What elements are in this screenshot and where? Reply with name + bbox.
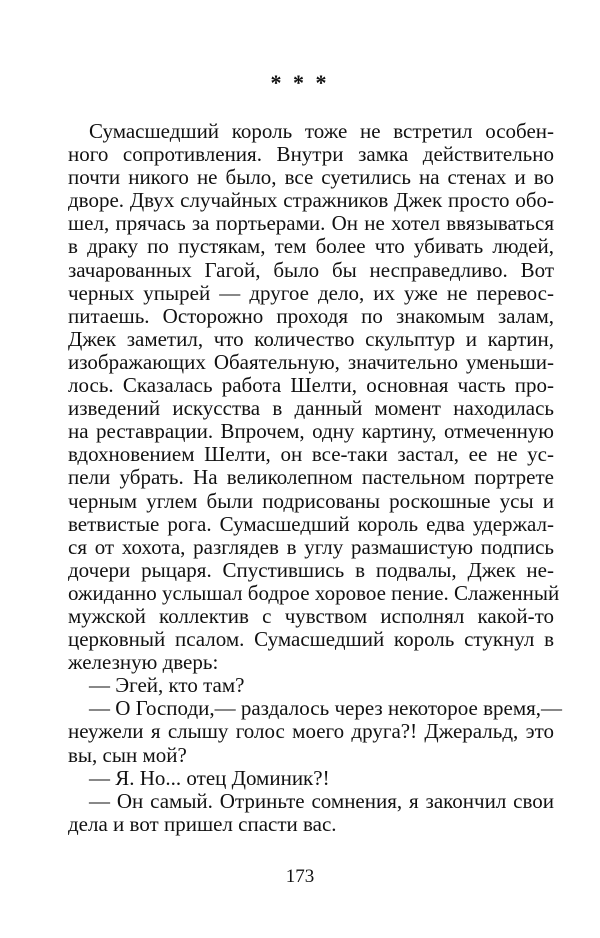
text-line: ного сопротивления. Внутри замка действительно [68, 142, 554, 167]
text-line: вдохновением Шелти, он все-таки застал, ее не ус- [68, 442, 554, 467]
text-line: в драку по пустякам, тем более что убивать людей, [68, 234, 554, 259]
text-line: ся от хохота, разглядев в углу размашистую подпись [68, 534, 554, 559]
text-line: — Он самый. Отриньте сомнения, я закончил свои [89, 788, 554, 813]
text-line: черным углем были подрисованы роскошные усы и [68, 488, 554, 513]
text-line: церковный псалом. Сумасшедший король стукнул в [68, 627, 554, 652]
text-line: черных упырей — другое дело, их уже не перевос- [68, 280, 554, 305]
text-line: изображающих Обаятельную, значительно уменьши- [68, 349, 554, 374]
text-line: дела и вот пришел спасти вас. [68, 811, 337, 836]
text-line: мужской коллектив с чувством исполнял какой-то [68, 603, 554, 628]
text-line: — Эгей, кто там? [89, 673, 245, 698]
text-line: пели убрать. На великолепном пастельном портрете [68, 465, 554, 490]
text-line: вы, сын мой? [68, 742, 187, 767]
text-line: на реставрации. Впрочем, одну картину, отмеченную [68, 419, 554, 444]
text-line: дворе. Двух случайных стражников Джек просто обо- [68, 188, 554, 213]
text-line: ветвистые рога. Сумасшедший король едва удержал- [68, 511, 554, 536]
section-separator: * * * [270, 70, 330, 95]
text-line: ожиданно услышал бодрое хоровое пение. Слаженный [68, 580, 560, 605]
text-line: зачарованных Гагой, было бы несправедливо. Вот [68, 257, 554, 282]
text-line: шел, прячась за портьерами. Он не хотел ввязываться [68, 211, 554, 236]
body-text [68, 119, 563, 836]
text-line: лось. Сказалась работа Шелти, основная часть про- [68, 373, 554, 398]
text-line: неужели я слышу голос моего друга?! Джеральд, это [68, 719, 554, 744]
page-number: 173 [285, 866, 315, 887]
text-line: дочери рыцаря. Спустившись в подвалы, Джек не- [68, 557, 554, 582]
text-line: изведений искусства в данный момент находилась [68, 396, 554, 421]
text-line: — О Господи,— раздалось через некоторое время,— [89, 696, 563, 721]
text-line: питаешь. Осторожно проходя по знакомым залам, [68, 303, 554, 328]
text-line: железную дверь: [68, 650, 219, 675]
text-line: Сумасшедший король тоже не встретил особен- [89, 119, 554, 143]
text-line: — Я. Но... отец Доминик?! [89, 765, 330, 790]
text-line: почти никого не было, все суетились на стенах и во [68, 165, 554, 190]
text-line: Джек заметил, что количество скульптур и картин, [68, 326, 554, 351]
